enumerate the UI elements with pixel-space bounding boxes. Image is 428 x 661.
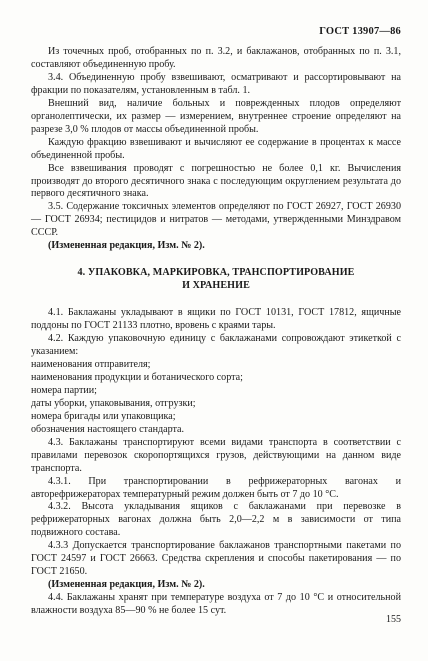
edition-note-2: (Измененная редакция, Изм. № 2). (48, 579, 205, 591)
paragraph-4-3-1: 4.3.1. При транспортировании в рефрижераторных вагонах и авторефрижераторах температурный режим должен быть от 7 до 10 °С. (31, 475, 401, 500)
document-body (31, 46, 401, 618)
label-item: наименования продукции и ботанического сорта; (31, 371, 243, 383)
paragraph-appearance: Внешний вид, наличие больных и поврежденных плодов определяют органолептически, их размер — измерением, внутреннее строение определяют на разрезе 3,0 % плодов от массы объединенной пробы. (31, 97, 401, 135)
paragraph-4-4: 4.4. Баклажаны хранят при температуре воздуха от 7 до 10 °С и относительной влажности воздуха 85—90 % не более 15 сут. (31, 592, 401, 617)
section-heading-line1: 4. УПАКОВКА, МАРКИРОВКА, ТРАНСПОРТИРОВАНИЕ (77, 267, 355, 279)
paragraph-4-3-3: 4.3.3 Допускается транспортирование баклажанов транспортными пакетами по ГОСТ 24597 и ГОСТ 26663. Средства скрепления и способы пакетирования — по ГОСТ 21650. (31, 540, 401, 578)
label-item: номера партии; (31, 384, 97, 396)
standard-header: ГОСТ 13907—86 (319, 26, 401, 37)
paragraph-4-3: 4.3. Баклажаны транспортируют всеми видами транспорта в соответствии с правилами перевозок скоропортящихся грузов, действующими на данном виде транспорта. (31, 436, 401, 474)
section-heading-line2: И ХРАНЕНИЕ (182, 280, 250, 292)
label-item: номера бригады или упаковщика; (31, 410, 176, 422)
paragraph-4-1: 4.1. Баклажаны укладывают в ящики по ГОСТ 10131, ГОСТ 17812, ящичные поддоны по ГОСТ 21133 плотно, вровень с краями тары. (31, 307, 401, 332)
label-item: обозначения настоящего стандарта. (31, 423, 185, 435)
paragraph-weighing-accuracy: Все взвешивания проводят с погрешностью не более 0,1 кг. Вычисления производят до второго десятичного знака с последующим округлением результата до первого десятичного знака. (31, 162, 401, 200)
label-item: наименования отправителя; (31, 358, 151, 370)
paragraph-fraction-weighing: Каждую фракцию взвешивают и вычисляют ее содержание в процентах к массе объединенной пробы. (31, 136, 401, 161)
paragraph-3-4: 3.4. Объединенную пробу взвешивают, осматривают и рассортировывают на фракции по показателям, установленным в табл. 1. (31, 71, 401, 96)
section-heading (31, 267, 401, 293)
paragraph-pooled-sample: Из точечных проб, отобранных по п. 3.2, и баклажанов, отобранных по п. 3.1, составляют объединенную пробу. (31, 46, 401, 70)
page-number: 155 (386, 614, 401, 625)
paragraph-4-3-2: 4.3.2. Высота укладывания ящиков с баклажанами при перевозке в рефрижераторных вагонах должна быть 2,0—2,2 м в зависимости от типа подвижного состава. (31, 501, 401, 539)
paragraph-3-5: 3.5. Содержание токсичных элементов определяют по ГОСТ 26927, ГОСТ 26930 — ГОСТ 26934; пестицидов и нитратов — методами, утвержденными Минздравом СССР. (31, 201, 401, 239)
edition-note-1: (Измененная редакция, Изм. № 2). (48, 240, 205, 252)
paragraph-4-2: 4.2. Каждую упаковочную единицу с баклажанами сопровождают этикеткой с указанием: (31, 333, 401, 358)
label-item: даты уборки, упаковывания, отгрузки; (31, 397, 196, 409)
